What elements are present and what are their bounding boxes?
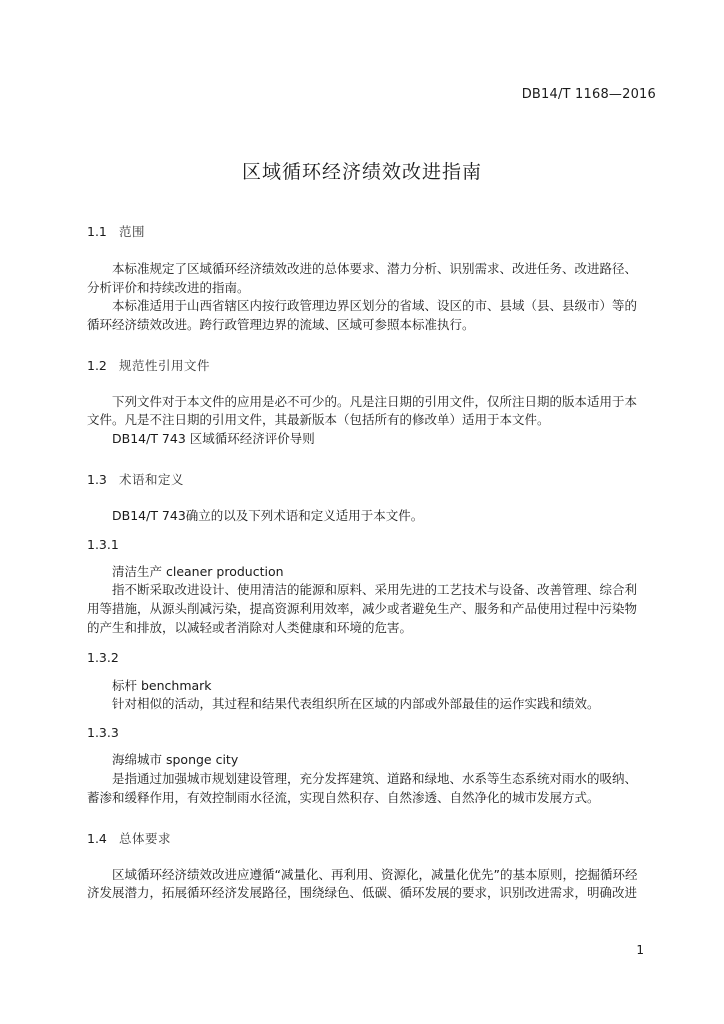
section-title: 范围 bbox=[119, 224, 146, 239]
term-definition-line: 是指通过加强城市规划建设管理，充分发挥建筑、道路和绿地、水系等生态系统对雨水的吸纳、 bbox=[112, 771, 638, 786]
paragraph-line: 济发展潜力，拓展循环经济发展路径，围绕绿色、低碳、循环发展的要求，识别改进需求，明确改进 bbox=[87, 885, 638, 900]
section-number: 1.1 bbox=[87, 224, 107, 239]
term-name: 海绵城市 sponge city bbox=[112, 752, 239, 767]
section-title: 总体要求 bbox=[119, 831, 172, 846]
paragraph-line: 文件。凡是不注日期的引用文件，其最新版本（包括所有的修改单）适用于本文件。 bbox=[87, 412, 550, 427]
paragraph-line: 循环经济绩效改进。跨行政管理边界的流域、区域可参照本标准执行。 bbox=[87, 317, 475, 332]
section-number: 1.2 bbox=[87, 358, 107, 373]
term-definition-line: 的产生和排放，以减轻或者消除对人类健康和环境的危害。 bbox=[87, 620, 413, 635]
standard-code: DB14/T 1168—2016 bbox=[521, 87, 656, 102]
term-number: 1.3.1 bbox=[87, 537, 119, 552]
document-title: 区域循环经济绩效改进指南 bbox=[241, 161, 482, 183]
section-heading-1-4 bbox=[87, 829, 171, 847]
term-number: 1.3.3 bbox=[87, 725, 119, 740]
term-number: 1.3.2 bbox=[87, 650, 119, 665]
paragraph-line: 本标准规定了区域循环经济绩效改进的总体要求、潜力分析、识别需求、改进任务、改进路径、 bbox=[112, 261, 638, 276]
term-name: 标杆 benchmark bbox=[112, 678, 212, 693]
section-heading-1-2 bbox=[87, 356, 210, 374]
normative-reference: DB14/T 743 区域循环经济评价导则 bbox=[112, 431, 315, 446]
section-heading-1-3 bbox=[87, 470, 184, 488]
paragraph-line: 本标准适用于山西省辖区内按行政管理边界区划分的省域、设区的市、县域（县、县级市）等的 bbox=[112, 298, 638, 313]
term-definition-line: 蓄渗和缓释作用，有效控制雨水径流，实现自然积存、自然渗透、自然净化的城市发展方式。 bbox=[87, 790, 600, 805]
paragraph-line: 区域循环经济绩效改进应遵循“减量化、再利用、资源化，减量化优先”的基本原则，挖掘循环经 bbox=[112, 867, 638, 882]
paragraph-line: 下列文件对于本文件的应用是必不可少的。凡是注日期的引用文件，仅所注日期的版本适用于本 bbox=[112, 394, 638, 409]
term-name: 清洁生产 cleaner production bbox=[112, 564, 284, 579]
section-title: 术语和定义 bbox=[119, 472, 185, 487]
section-title: 规范性引用文件 bbox=[119, 358, 211, 373]
page-number: 1 bbox=[636, 943, 644, 957]
paragraph-line: 分析评价和持续改进的指南。 bbox=[87, 280, 250, 295]
paragraph-line: DB14/T 743确立的以及下列术语和定义适用于本文件。 bbox=[112, 508, 424, 523]
section-heading-1-1 bbox=[87, 222, 145, 240]
term-definition-line: 用等措施，从源头削减污染，提高资源利用效率，减少或者避免生产、服务和产品使用过程中污染物 bbox=[87, 601, 638, 616]
term-definition-line: 针对相似的活动，其过程和结果代表组织所在区域的内部或外部最佳的运作实践和绩效。 bbox=[112, 696, 600, 711]
section-number: 1.4 bbox=[87, 831, 107, 846]
term-definition-line: 指不断采取改进设计、使用清洁的能源和原料、采用先进的工艺技术与设备、改善管理、综合利 bbox=[112, 582, 638, 597]
section-number: 1.3 bbox=[87, 472, 107, 487]
